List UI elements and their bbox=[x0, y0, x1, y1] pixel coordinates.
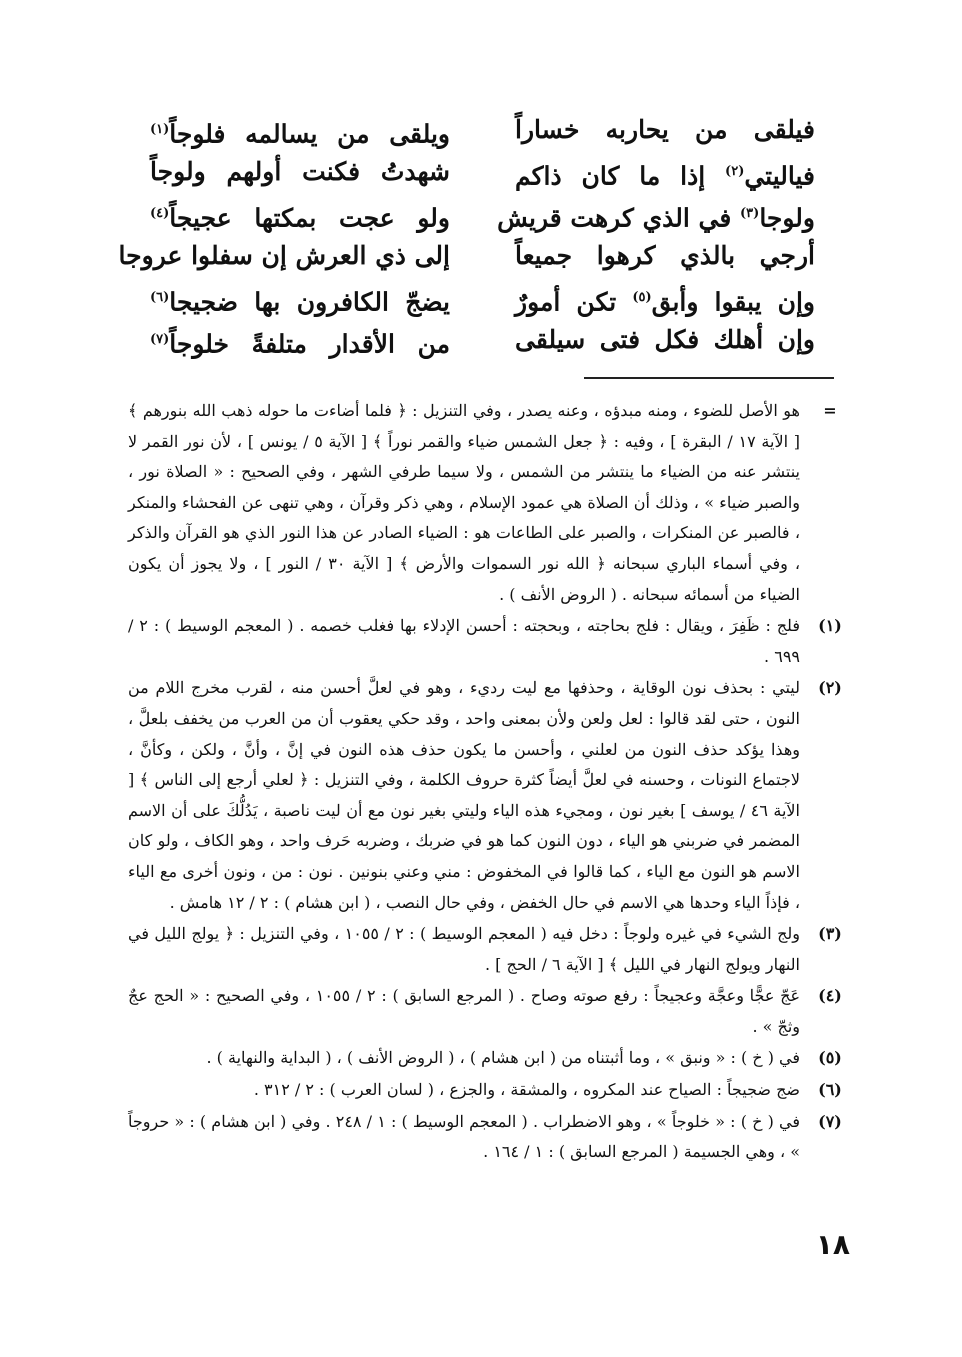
hemistich-text: ويلقى من يسالمه فلوجاً bbox=[169, 119, 450, 149]
poem bbox=[118, 110, 816, 360]
first-hemistich bbox=[515, 152, 815, 196]
first-hemistich bbox=[515, 110, 815, 150]
footnote bbox=[128, 396, 850, 610]
page-number: ١٨ bbox=[815, 1228, 850, 1261]
footnote bbox=[128, 611, 850, 672]
hemistich-text: يضجّ الكافرون بها ضجيجا bbox=[169, 287, 450, 317]
footnote-ref: (٦) bbox=[150, 290, 170, 305]
footnote-ref: (٤) bbox=[150, 206, 170, 221]
hemistich-text: وإن يبقوا وأبق bbox=[651, 287, 816, 317]
second-hemistich bbox=[150, 152, 450, 192]
footnote-text: عَجّ عجًّا وعجَّة وعجيجاً : رفع صوته وصاح . ( المرجع السابق ) : ٢ / ١٠٥٥ ، وفي الصحيح : « الحج عجٌ وثجّ » . bbox=[128, 986, 801, 1036]
first-hemistich bbox=[515, 320, 815, 360]
footnote-text: في ( خ ) : « خلوجاً » ، وهو الاضطراب . ( المعجم الوسيط ) : ١ / ٢٤٨ . وفي ( ابن هشام ) : « حروجاً » ، وهي الجسيمة ( المرجع السابق ) : ١ / ١٦٤ . bbox=[128, 1111, 801, 1162]
poem-line bbox=[118, 236, 815, 278]
hemistich-text: تكن أمورٌ bbox=[515, 287, 633, 317]
footnote-number: (٦) bbox=[818, 1080, 842, 1100]
footnotes bbox=[128, 396, 850, 1169]
footnote bbox=[128, 919, 850, 980]
footnote-ref: (١) bbox=[150, 122, 170, 137]
footnote-text: ليتي : بحذف نون الوقاية ، وحذفها مع ليت رديء ، وهو في لعلَّ أحسن منه ، لقرب مخرج اللام من النون ، حتى لقد قالوا : لعل ولعن ولأن بمعنى واحد ، وقد حكي يعقوب أن من العرب من يخفف بلعلَّ ، وهذا يؤكد حذف النون من لعلني ، وأحسن ما يكون حذف هذه النون في إنَّ ، وأنَّ ، ولكن ، وكأنَّ ، لاجتماع النونات ، وحسنه في لعلَّ أيضاً كثرة حروف الكلمة ، وفي التنزيل : ﴿ لعلي أرجع إلى الناس ﴾ [ الآية ٤٦ / يوسف ] بغير نون ، ومجيء هذه الياء وليتي بغير نون مع أن ليت ناصبة ، يَدُلُّكَ على أن الاسم المضمر في ضربني هو الياء ، دون النون كما هو في ضربك ، وضربه حَرف واحد ، وهو الكاف ، ولو كان الاسم هو النون مع الياء ، كما قالوا في المخفوض : مني وعني بنونين . نون : من ، ونون أخرى مع الياء ، فإذاً الياء وحدها هي الاسم في حال الخفض ، وفي حال النصب ، ( ابن هشام ) : ٢ / ١٢ هامش . bbox=[128, 678, 801, 912]
footnote-text: ولج الشيء في غيره ولوجاً : دخل فيه ( المعجم الوسيط ) : ٢ / ١٠٥٥ ، وفي التنزيل : ﴿ يولج الليل في النهار ويولج النهار في الليل ﴾ [ الآية ٦ / الحج ] . bbox=[128, 924, 801, 974]
hemistich-text: من الأقدار متلفةً خلوجاً bbox=[169, 329, 450, 359]
hemistich-text: فيلقى من يحاربه خساراً bbox=[515, 115, 815, 144]
hemistich-text: وإن أهلك فكل فتى سيلقى bbox=[515, 325, 815, 354]
poem-line bbox=[150, 152, 815, 194]
footnote-number: (٧) bbox=[818, 1111, 842, 1131]
footnote-text: ضج ضجيجاً : الصياح عند المكروه ، والمشقة ، والجزع ، ( لسان العرب ) : ٢ / ٣١٢ . bbox=[253, 1080, 800, 1100]
poem-line bbox=[150, 194, 815, 236]
hemistich-text: فياليتي bbox=[744, 161, 815, 191]
footnote bbox=[128, 673, 850, 918]
footnote bbox=[128, 981, 850, 1042]
hemistich-text: إلى ذي العرش إن سفلوا عروجا bbox=[118, 241, 450, 270]
first-hemistich bbox=[515, 278, 815, 322]
poem-line bbox=[150, 110, 815, 152]
footnote-ref: (٥) bbox=[632, 290, 652, 305]
poem-line bbox=[150, 320, 815, 362]
footnote bbox=[128, 1075, 850, 1106]
hemistich-text: في الذي كرهت قريش bbox=[497, 203, 741, 233]
first-hemistich bbox=[515, 236, 815, 276]
footnote-number: = bbox=[823, 401, 837, 420]
footnote-ref: (٣) bbox=[740, 206, 760, 221]
second-hemistich bbox=[150, 110, 450, 154]
footnote-ref: (٧) bbox=[150, 332, 170, 347]
poem-line bbox=[150, 278, 815, 320]
second-hemistich bbox=[150, 278, 450, 322]
hemistich-text: ولوجا bbox=[759, 203, 815, 233]
footnote-number: (٢) bbox=[818, 678, 842, 698]
second-hemistich bbox=[150, 194, 450, 238]
second-hemistich bbox=[150, 320, 450, 364]
footnote-number: (٥) bbox=[818, 1048, 842, 1068]
footnote bbox=[128, 1043, 850, 1074]
footnote bbox=[128, 1107, 850, 1168]
hemistich-text: شهدتُ فكنت أولهم ولوجاً bbox=[150, 157, 450, 186]
footnote-number: (١) bbox=[818, 616, 842, 636]
footnote-text: في ( خ ) : « ونبق » ، وما أثبتناه من ( ابن هشام ) ، ( الروض الأنف ) ، ( البداية والنهاية ) . bbox=[206, 1048, 800, 1068]
hemistich-text: إذا ما كان ذاكم bbox=[515, 161, 726, 191]
first-hemistich bbox=[497, 194, 815, 238]
footnote-ref: (٢) bbox=[725, 164, 745, 179]
footnote-number: (٤) bbox=[818, 986, 842, 1006]
hemistich-text: أرجي بالذي كرهوا جميعاً bbox=[515, 241, 815, 270]
hemistich-text: ولو عجت بمكتها عجيجاً bbox=[169, 203, 450, 233]
footnote-number: (٣) bbox=[818, 924, 842, 944]
footnote-text: هو الأصل للضوء ، ومنه مبدؤه ، وعنه يصدر ، وفي التنزيل : ﴿ فلما أضاءت ما حوله ذهب الله بنورهم ﴾ [ الآية ١٧ / البقرة ] ، وفيه : ﴿ جعل الشمس ضياء والقمر نوراً ﴾ [ الآية ٥ / يونس ] ، لأن نور القمر لا ينتشر عنه من الضياء ما ينتشر من الشمس ، ولا سيما طرفي الشهر ، وفي الصحيح : « الصلاة نور ، والصبر ضياء » ، وذلك أن الصلاة هي عمود الإسلام ، وهي ذكر وقرآن ، وهي تنهى عن الفحشاء والمنكر ، فالصبر عن المنكرات ، والصبر على الطاعات هو : الضياء الصادر عن هذا النور الذي هو القرآن والذكر ، وفي أسماء الباري سبحانه ﴿ الله نور السموات والأرض ﴾ [ الآية ٣٠ / النور ] ، ولا يجوز أن يكون الضياء من أسمائه سبحانه . ( الروض الأنف ) . bbox=[128, 401, 801, 604]
footnote-text: فلج : ظَفِرَ ، ويقال : فلج بحاجته ، وبحجته : أحسن الإدلاء بها فغلب خصمه . ( المعجم الوسيط ) : ٢ / ٦٩٩ . bbox=[128, 616, 800, 666]
second-hemistich bbox=[118, 236, 450, 276]
footnote-separator bbox=[584, 377, 834, 379]
